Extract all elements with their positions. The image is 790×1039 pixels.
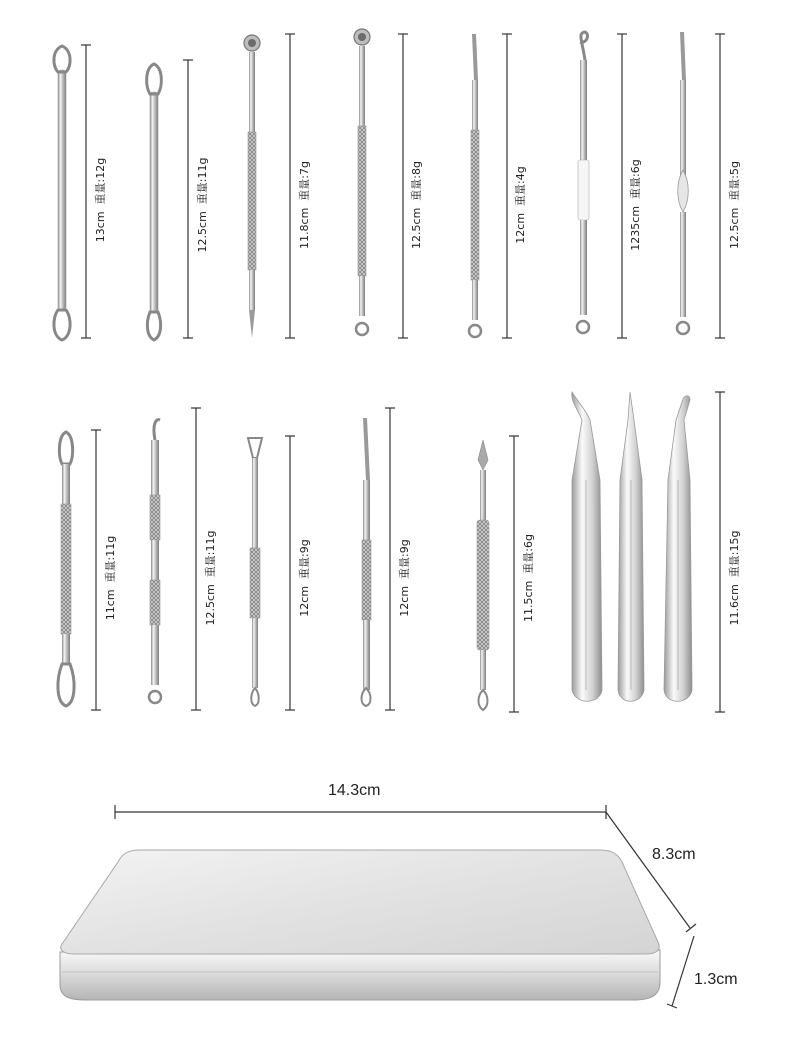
tool-needle-loop-2 (677, 32, 689, 334)
tool-tweezers-curved (572, 392, 602, 701)
weight-value: 重量:12g (94, 157, 107, 205)
tool-13-spec (726, 531, 742, 626)
weight-value: 重量:11g (196, 157, 209, 205)
weight-value: 重量:7g (298, 161, 311, 201)
length-value: 12.5cm (728, 207, 741, 249)
length-value: 12.5cm (196, 211, 209, 253)
tool-loop-extractor-3 (58, 432, 74, 706)
weight-value: 重量:9g (298, 539, 311, 579)
length-value: 12.5cm (204, 584, 217, 626)
length-value: 11.6cm (728, 584, 741, 626)
weight-value: 重量:11g (204, 530, 217, 578)
weight-value: 重量:6g (629, 159, 642, 199)
weight-value: 重量:11g (104, 535, 117, 583)
tool-spoon-needle-1 (244, 35, 260, 338)
tool-3-spec (296, 161, 312, 249)
tool-tweezers-hook (664, 396, 692, 702)
length-value: 11.5cm (522, 580, 535, 622)
weight-value: 重量:8g (410, 161, 423, 201)
length-value: 11.8cm (298, 207, 311, 249)
tool-hook-loop-1 (577, 32, 589, 333)
tool-10-spec (296, 539, 312, 616)
length-value: 11cm (104, 589, 117, 621)
length-value: 13cm (94, 211, 107, 243)
length-value: 12cm (514, 212, 527, 244)
tool-1-spec (92, 158, 108, 242)
tool-spoon-loop-1 (354, 29, 370, 335)
tool-loop-extractor-1 (54, 46, 70, 340)
tool-spatula-loop-1 (248, 438, 262, 706)
tool-loop-extractor-2 (147, 64, 162, 340)
tool-needle-loop-3 (362, 418, 372, 706)
weight-value: 重量:5g (728, 161, 741, 201)
case-height-label: 1.3cm (694, 971, 738, 988)
length-value: 12cm (398, 585, 411, 617)
weight-value: 重量:6g (522, 534, 535, 574)
tool-9-spec (202, 531, 218, 626)
tool-8-spec (102, 536, 118, 620)
length-value: 1235cm (629, 205, 642, 251)
tool-12-spec (520, 534, 536, 622)
weight-value: 重量:15g (728, 530, 741, 578)
case-width-label: 8.3cm (652, 846, 696, 863)
tool-4-spec (408, 161, 424, 249)
tool-7-spec (726, 161, 742, 249)
case-length-label: 14.3cm (328, 782, 381, 799)
tool-needle-loop-1 (469, 34, 481, 337)
weight-value: 重量:9g (398, 539, 411, 579)
tool-hook-extractor-1 (149, 420, 161, 703)
tool-11-spec (396, 539, 412, 616)
tool-5-spec (512, 166, 528, 243)
tool-lancet-loop-1 (477, 440, 489, 710)
metal-storage-case (60, 850, 660, 1000)
length-value: 12.5cm (410, 207, 423, 249)
tool-2-spec (194, 158, 210, 253)
tool-6-spec (627, 159, 643, 250)
tool-tweezers-pointed (618, 392, 644, 701)
weight-value: 重量:4g (514, 166, 527, 206)
length-value: 12cm (298, 585, 311, 617)
